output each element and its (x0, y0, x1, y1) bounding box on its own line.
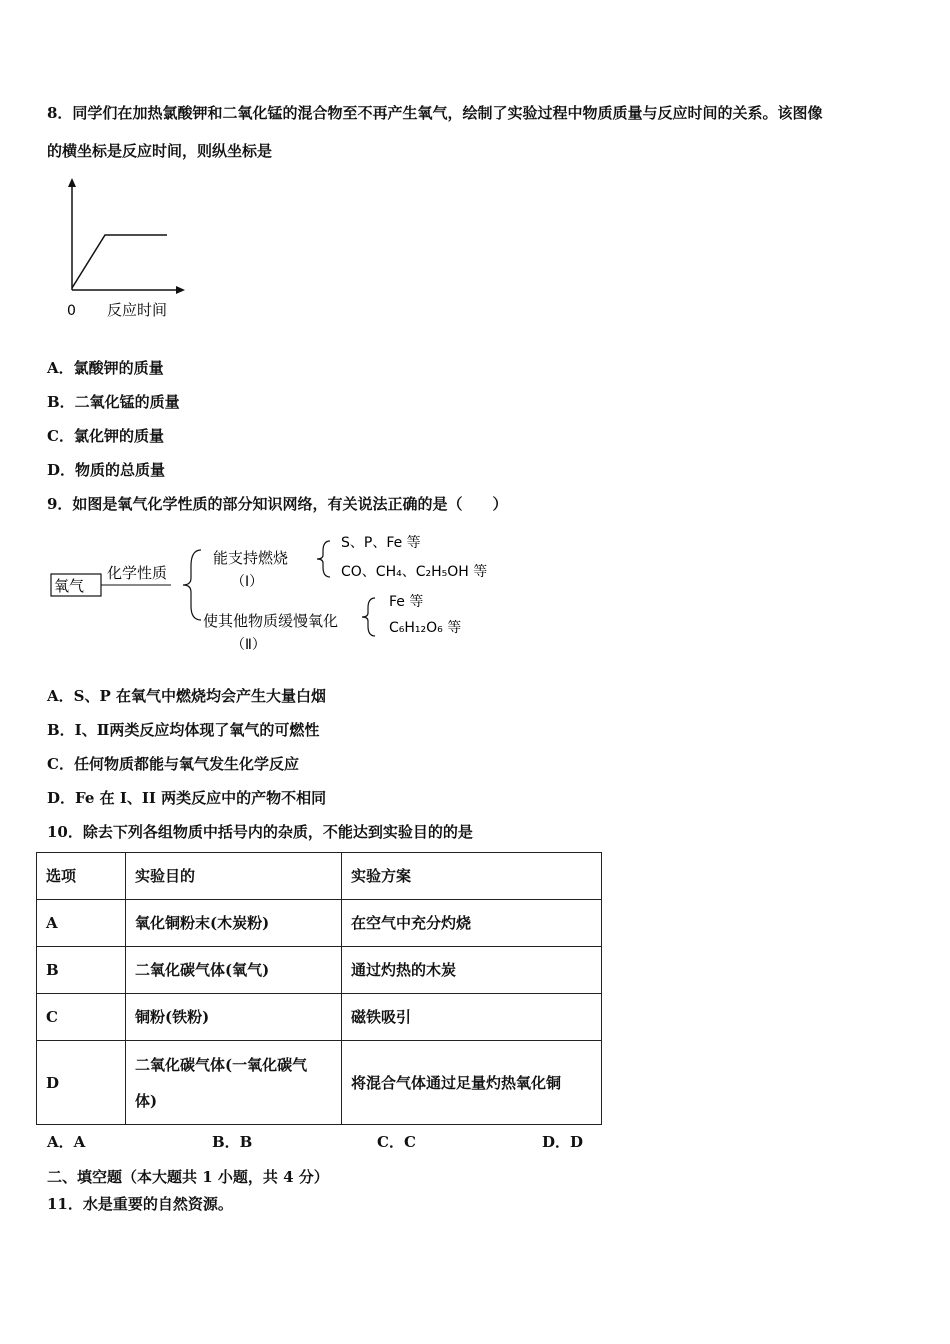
q10-answer-b: B．B (212, 1133, 253, 1151)
row-purpose-line1: 二氧化碳气体(一氧化碳气 (135, 1055, 308, 1074)
row-plan: 磁铁吸引 (342, 994, 602, 1041)
row-purpose: 氧化铜粉末(木炭粉) (126, 900, 342, 947)
q8-stem-line2: 的横坐标是反应时间，则纵坐标是 (47, 142, 273, 160)
q11-stem: 11．水是重要的自然资源。 (47, 1195, 233, 1213)
graph-curve (72, 235, 167, 288)
q9-diagram (45, 528, 525, 658)
branch2-item2: C₆H₁₂O₆ 等 (389, 620, 462, 636)
x-axis-arrow (176, 286, 185, 294)
row-purpose-line2: 体) (135, 1091, 158, 1110)
row-option: B (37, 947, 126, 994)
oxygen-label: 氧气 (54, 577, 85, 595)
q10-answer-c: C．C (377, 1133, 416, 1151)
q9-option-d: D．Fe 在 I、II 两类反应中的产物不相同 (47, 789, 327, 807)
branch1-label: 能支持燃烧 (213, 549, 289, 567)
table-row (37, 994, 602, 1041)
table-row (37, 900, 602, 947)
y-axis-arrow (68, 178, 76, 187)
row-option: A (37, 900, 126, 947)
q8-option-a: A．氯酸钾的质量 (47, 359, 164, 377)
branch1-tag: （Ⅰ） (231, 574, 264, 590)
table-row (37, 947, 602, 994)
q8-option-b: B．二氧化锰的质量 (47, 393, 180, 411)
branch2-item1: Fe 等 (389, 594, 424, 610)
branch1-item1: S、P、Fe 等 (341, 535, 421, 551)
branch1-item2: CO、CH₄、C₂H₅OH 等 (341, 564, 488, 580)
section2-title: 二、填空题（本大题共 1 小题，共 4 分） (47, 1168, 329, 1186)
row-purpose: 铜粉(铁粉) (126, 994, 342, 1041)
row-option: D (37, 1041, 126, 1125)
q10-table (36, 852, 602, 1125)
branch2-label: 使其他物质缓慢氧化 (203, 612, 339, 630)
q8-graph (55, 172, 195, 322)
branch2-tag: （Ⅱ） (231, 637, 266, 653)
x-axis-label: 反应时间 (107, 301, 168, 319)
branch2-brace (362, 598, 375, 636)
q10-answer-d: D．D (542, 1133, 584, 1151)
table-header-row (37, 853, 602, 900)
q8-stem-line1: 8．同学们在加热氯酸钾和二氧化锰的混合物至不再产生氧气，绘制了实验过程中物质质量与反应时间的关系。该图像 (47, 104, 823, 122)
row-plan: 将混合气体通过足量灼热氧化铜 (342, 1041, 602, 1125)
link-label: 化学性质 (107, 564, 168, 582)
q9-option-b: B．I、Ⅱ两类反应均体现了氧气的可燃性 (47, 721, 320, 739)
branch1-brace (317, 541, 330, 577)
table-row (37, 1041, 602, 1125)
header-purpose: 实验目的 (126, 853, 342, 900)
row-plan: 在空气中充分灼烧 (342, 900, 602, 947)
row-plan: 通过灼热的木炭 (342, 947, 602, 994)
q10-stem: 10．除去下列各组物质中括号内的杂质，不能达到实验目的的是 (47, 823, 473, 841)
main-brace (183, 550, 201, 620)
q8-option-d: D．物质的总质量 (47, 461, 166, 479)
header-option: 选项 (37, 853, 126, 900)
q9-option-c: C．任何物质都能与氧气发生化学反应 (47, 755, 299, 773)
q9-stem: 9．如图是氧气化学性质的部分知识网络，有关说法正确的是（ ） (47, 495, 508, 513)
q10-answer-a: A．A (47, 1133, 86, 1151)
row-option: C (37, 994, 126, 1041)
row-purpose (126, 1041, 342, 1125)
origin-label: 0 (67, 303, 76, 319)
q9-option-a: A．S、P 在氧气中燃烧均会产生大量白烟 (47, 687, 326, 705)
q8-option-c: C．氯化钾的质量 (47, 427, 164, 445)
row-purpose: 二氧化碳气体(氧气) (126, 947, 342, 994)
header-plan: 实验方案 (342, 853, 602, 900)
